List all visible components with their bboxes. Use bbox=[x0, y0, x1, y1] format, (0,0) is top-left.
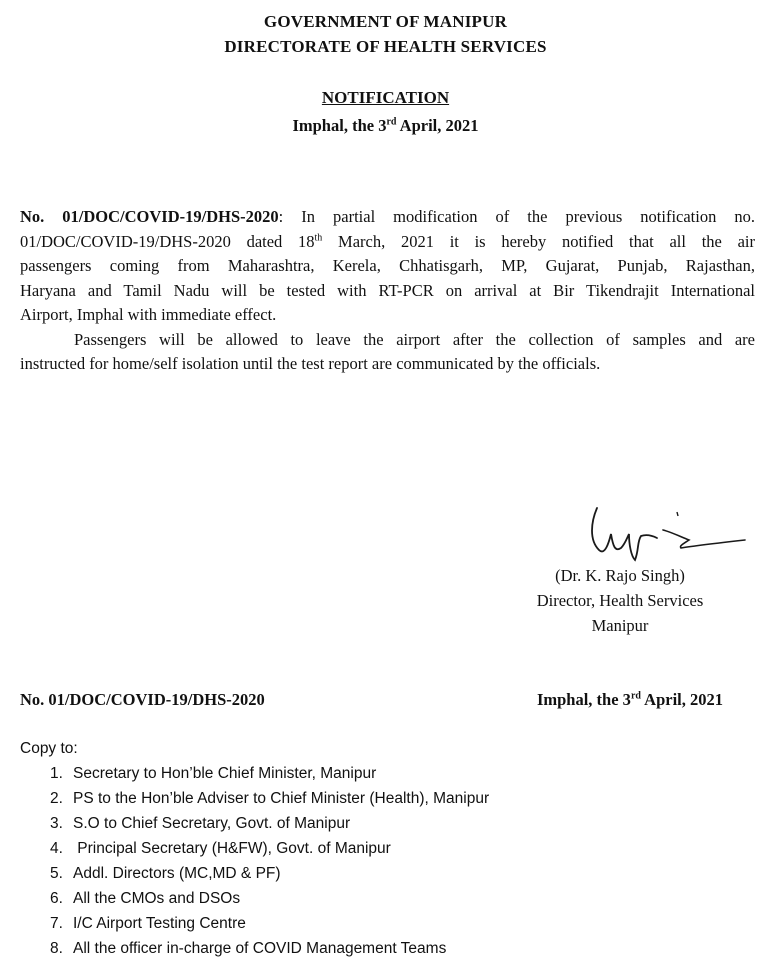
list-item: 7. I/C Airport Testing Centre bbox=[50, 915, 246, 932]
signature-image bbox=[585, 500, 755, 570]
body-line: passengers coming from Maharashtra, Kerela, Chhatisgarh, MP, Gujarat, Punjab, Rajasthan, bbox=[20, 256, 755, 275]
body-line: Haryana and Tamil Nadu will be tested with RT-PCR on arrival at Bir Tikendrajit International bbox=[20, 280, 755, 300]
body-line: Airport, Imphal with immediate effect. bbox=[20, 305, 277, 324]
list-item: 5. Addl. Directors (MC,MD & PF) bbox=[50, 865, 281, 882]
list-item: 3. S.O to Chief Secretary, Govt. of Manipur bbox=[50, 815, 351, 832]
list-item: 4. Principal Secretary (H&FW), Govt. of Manipur bbox=[50, 840, 391, 857]
body-line: No. 01/DOC/COVID-19/DHS-2020: In partial modification of the previous notification no. bbox=[20, 207, 755, 226]
list-item: 1. Secretary to Hon’ble Chief Minister, Manipur bbox=[50, 765, 377, 782]
reference-number: No. 01/DOC/COVID-19/DHS-2020 bbox=[20, 207, 279, 226]
list-item: 6. All the CMOs and DSOs bbox=[50, 890, 241, 907]
list-item: 2. PS to the Hon’ble Adviser to Chief Minister (Health), Manipur bbox=[50, 790, 490, 807]
notification-body bbox=[20, 205, 755, 377]
notification-date: Imphal, the 3rd April, 2021 bbox=[292, 116, 479, 135]
body-line: instructed for home/self isolation until the test report are communicated by the officials. bbox=[20, 354, 601, 373]
copy-to-label: Copy to: bbox=[20, 740, 78, 757]
footer-date: Imphal, the 3rd April, 2021 bbox=[536, 690, 723, 709]
signatory-name: (Dr. K. Rajo Singh) bbox=[555, 566, 685, 585]
header-directorate: DIRECTORATE OF HEALTH SERVICES bbox=[224, 37, 547, 56]
signatory-designation: Director, Health Services bbox=[536, 591, 704, 610]
notification-title: NOTIFICATION bbox=[321, 88, 450, 107]
body-line: Passengers will be allowed to leave the airport after the collection of samples and are bbox=[74, 329, 755, 349]
header-government: GOVERNMENT OF MANIPUR bbox=[263, 12, 508, 31]
list-item: 8. All the officer in-charge of COVID Management Teams bbox=[50, 940, 447, 957]
signatory-place: Manipur bbox=[591, 616, 649, 635]
body-line: 01/DOC/COVID-19/DHS-2020 dated 18th March, 2021 it is hereby notified that all the air bbox=[20, 231, 755, 251]
footer-reference-number: No. 01/DOC/COVID-19/DHS-2020 bbox=[20, 690, 265, 709]
